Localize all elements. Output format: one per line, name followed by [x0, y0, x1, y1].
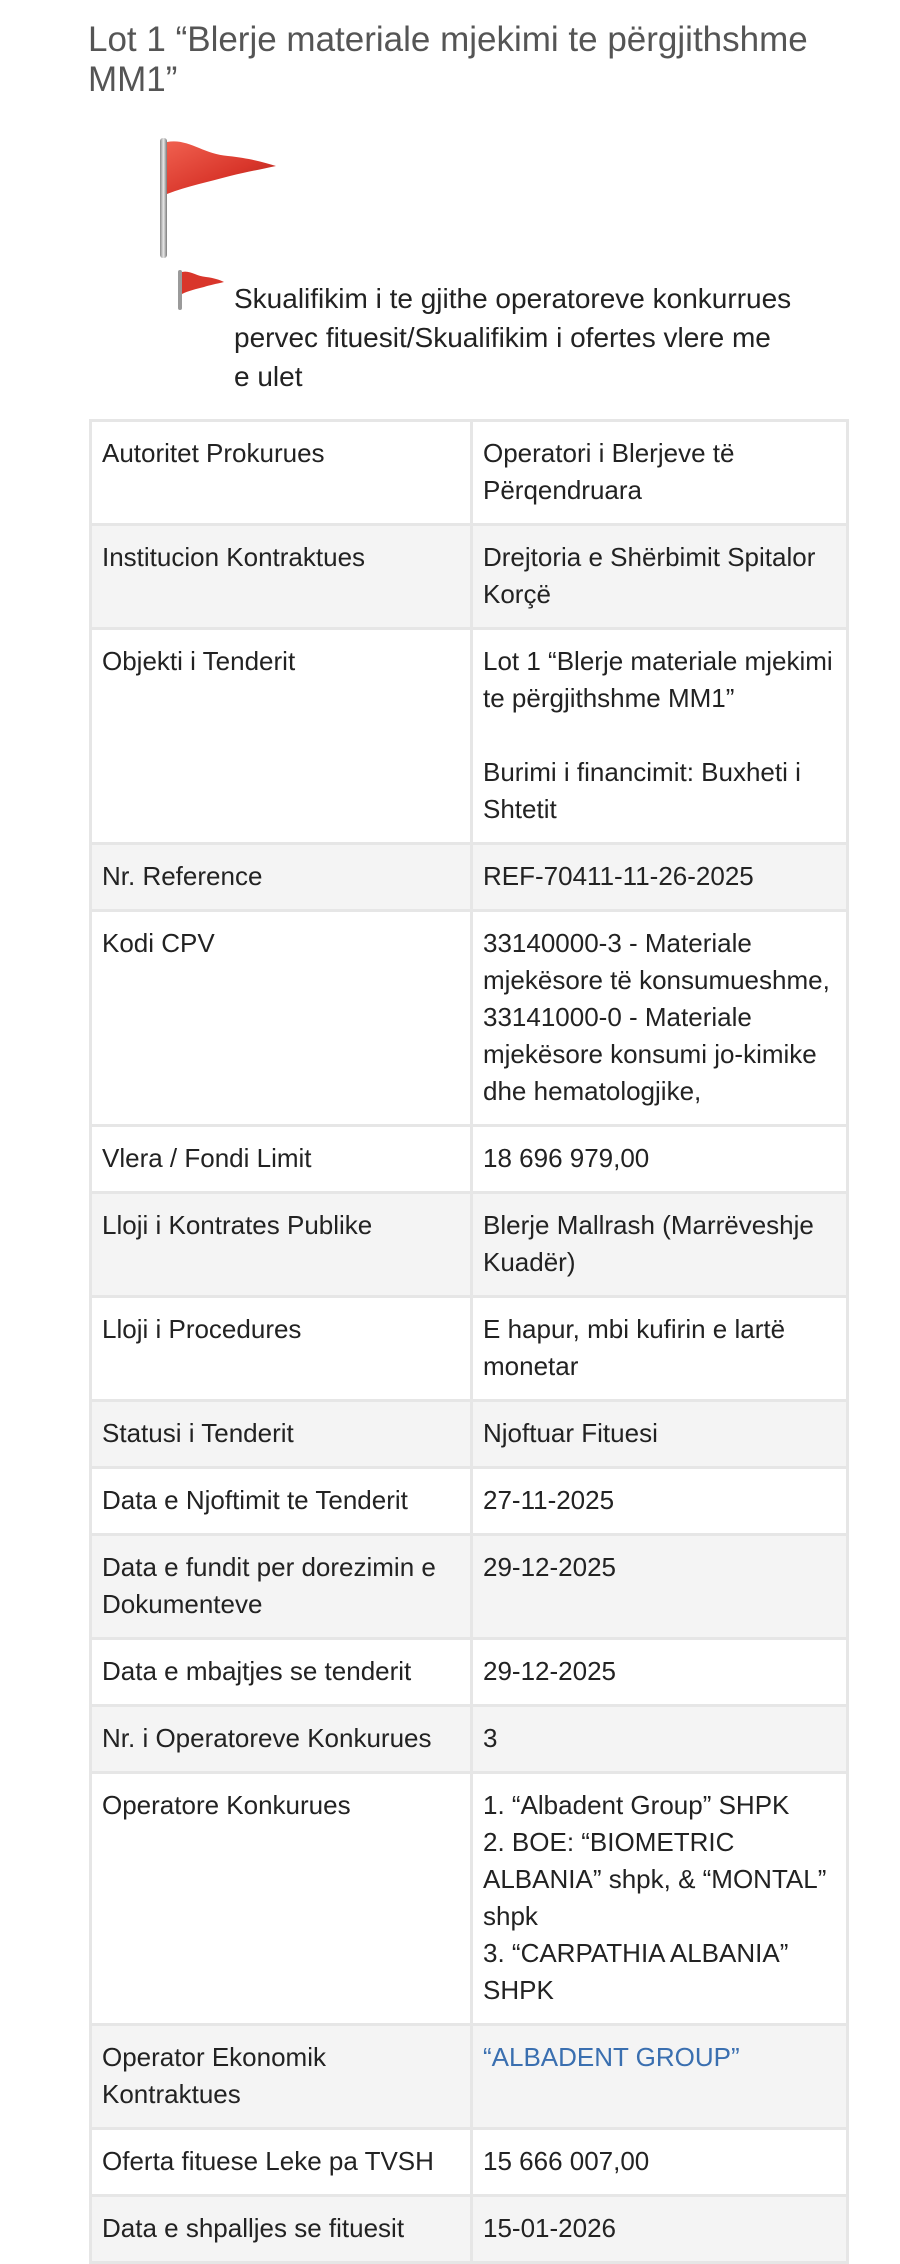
tender-object-text: Lot 1 “Blerje materiale mjekimi te përgjithshme MM1” [483, 646, 833, 713]
row-label: Institucion Kontraktues [91, 525, 472, 629]
row-value: 15-01-2026 [472, 2196, 848, 2263]
table-row [91, 1706, 848, 1773]
row-value: 27-11-2025 [472, 1468, 848, 1535]
table-row [91, 911, 848, 1126]
red-flag-icon [158, 136, 288, 260]
row-value: Operatori i Blerjeve të Përqendruara [472, 421, 848, 525]
row-label: Nr. i Operatoreve Konkurues [91, 1706, 472, 1773]
table-row [91, 629, 848, 844]
row-value: 15 666 007,00 [472, 2129, 848, 2196]
row-value: 33140000-3 - Materiale mjekësore të konsumueshme, 33141000-0 - Materiale mjekësore konsumi jo-kimike dhe hematologjike, [472, 911, 848, 1126]
row-label: Statusi i Tenderit [91, 1401, 472, 1468]
funding-source-text: Burimi i financimit: Buxheti i Shtetit [483, 757, 801, 824]
table-row [91, 1126, 848, 1193]
table-row [91, 1193, 848, 1297]
table-row [91, 1535, 848, 1639]
row-label: Nr. Reference [91, 844, 472, 911]
tender-details-table [89, 419, 849, 2264]
row-label: Operatore Konkurues [91, 1773, 472, 2025]
row-label: Data e mbajtjes se tenderit [91, 1639, 472, 1706]
page-title: Lot 1 “Blerje materiale mjekimi te përgjithshme MM1” [88, 20, 808, 99]
table-row [91, 1468, 848, 1535]
row-value: REF-70411-11-26-2025 [472, 844, 848, 911]
row-value [472, 1773, 848, 2025]
row-value: Blerje Mallrash (Marrëveshje Kuadër) [472, 1193, 848, 1297]
row-value [472, 629, 848, 844]
row-label: Autoritet Prokurues [91, 421, 472, 525]
table-row [91, 421, 848, 525]
row-label: Data e fundit per dorezimin e Dokumenteve [91, 1535, 472, 1639]
contracting-operator-link[interactable]: “ALBADENT GROUP” [483, 2042, 740, 2072]
row-label: Vlera / Fondi Limit [91, 1126, 472, 1193]
status-text: Skualifikim i te gjithe operatoreve konkurrues pervec fituesit/Skualifikim i ofertes vlere me e ulet [234, 283, 792, 392]
red-flag-icon [176, 268, 226, 312]
row-value: 18 696 979,00 [472, 1126, 848, 1193]
row-label: Data e shpalljes se fituesit [91, 2196, 472, 2263]
table-row [91, 525, 848, 629]
row-value: E hapur, mbi kufirin e lartë monetar [472, 1297, 848, 1401]
row-value: 3 [472, 1706, 848, 1773]
operator-list-item: 3. “CARPATHIA ALBANIA” SHPK [483, 1938, 789, 2005]
row-value: Drejtoria e Shërbimit Spitalor Korçë [472, 525, 848, 629]
table-row [91, 2196, 848, 2263]
row-value [472, 2025, 848, 2129]
table-row [91, 844, 848, 911]
row-label: Lloji i Kontrates Publike [91, 1193, 472, 1297]
row-value: 29-12-2025 [472, 1639, 848, 1706]
table-row [91, 1401, 848, 1468]
operator-list-item: 2. BOE: “BIOMETRIC ALBANIA” shpk, & “MONTAL” shpk [483, 1827, 827, 1931]
table-row [91, 2025, 848, 2129]
row-label: Data e Njoftimit te Tenderit [91, 1468, 472, 1535]
operator-list-item: 1. “Albadent Group” SHPK [483, 1790, 790, 1820]
table-row [91, 2129, 848, 2196]
row-value: Njoftuar Fituesi [472, 1401, 848, 1468]
row-label: Lloji i Procedures [91, 1297, 472, 1401]
row-value: 29-12-2025 [472, 1535, 848, 1639]
row-label: Objekti i Tenderit [91, 629, 472, 844]
table-row [91, 1773, 848, 2025]
row-label: Operator Ekonomik Kontraktues [91, 2025, 472, 2129]
table-row [91, 1639, 848, 1706]
row-label: Oferta fituese Leke pa TVSH [91, 2129, 472, 2196]
row-label: Kodi CPV [91, 911, 472, 1126]
table-row [91, 1297, 848, 1401]
